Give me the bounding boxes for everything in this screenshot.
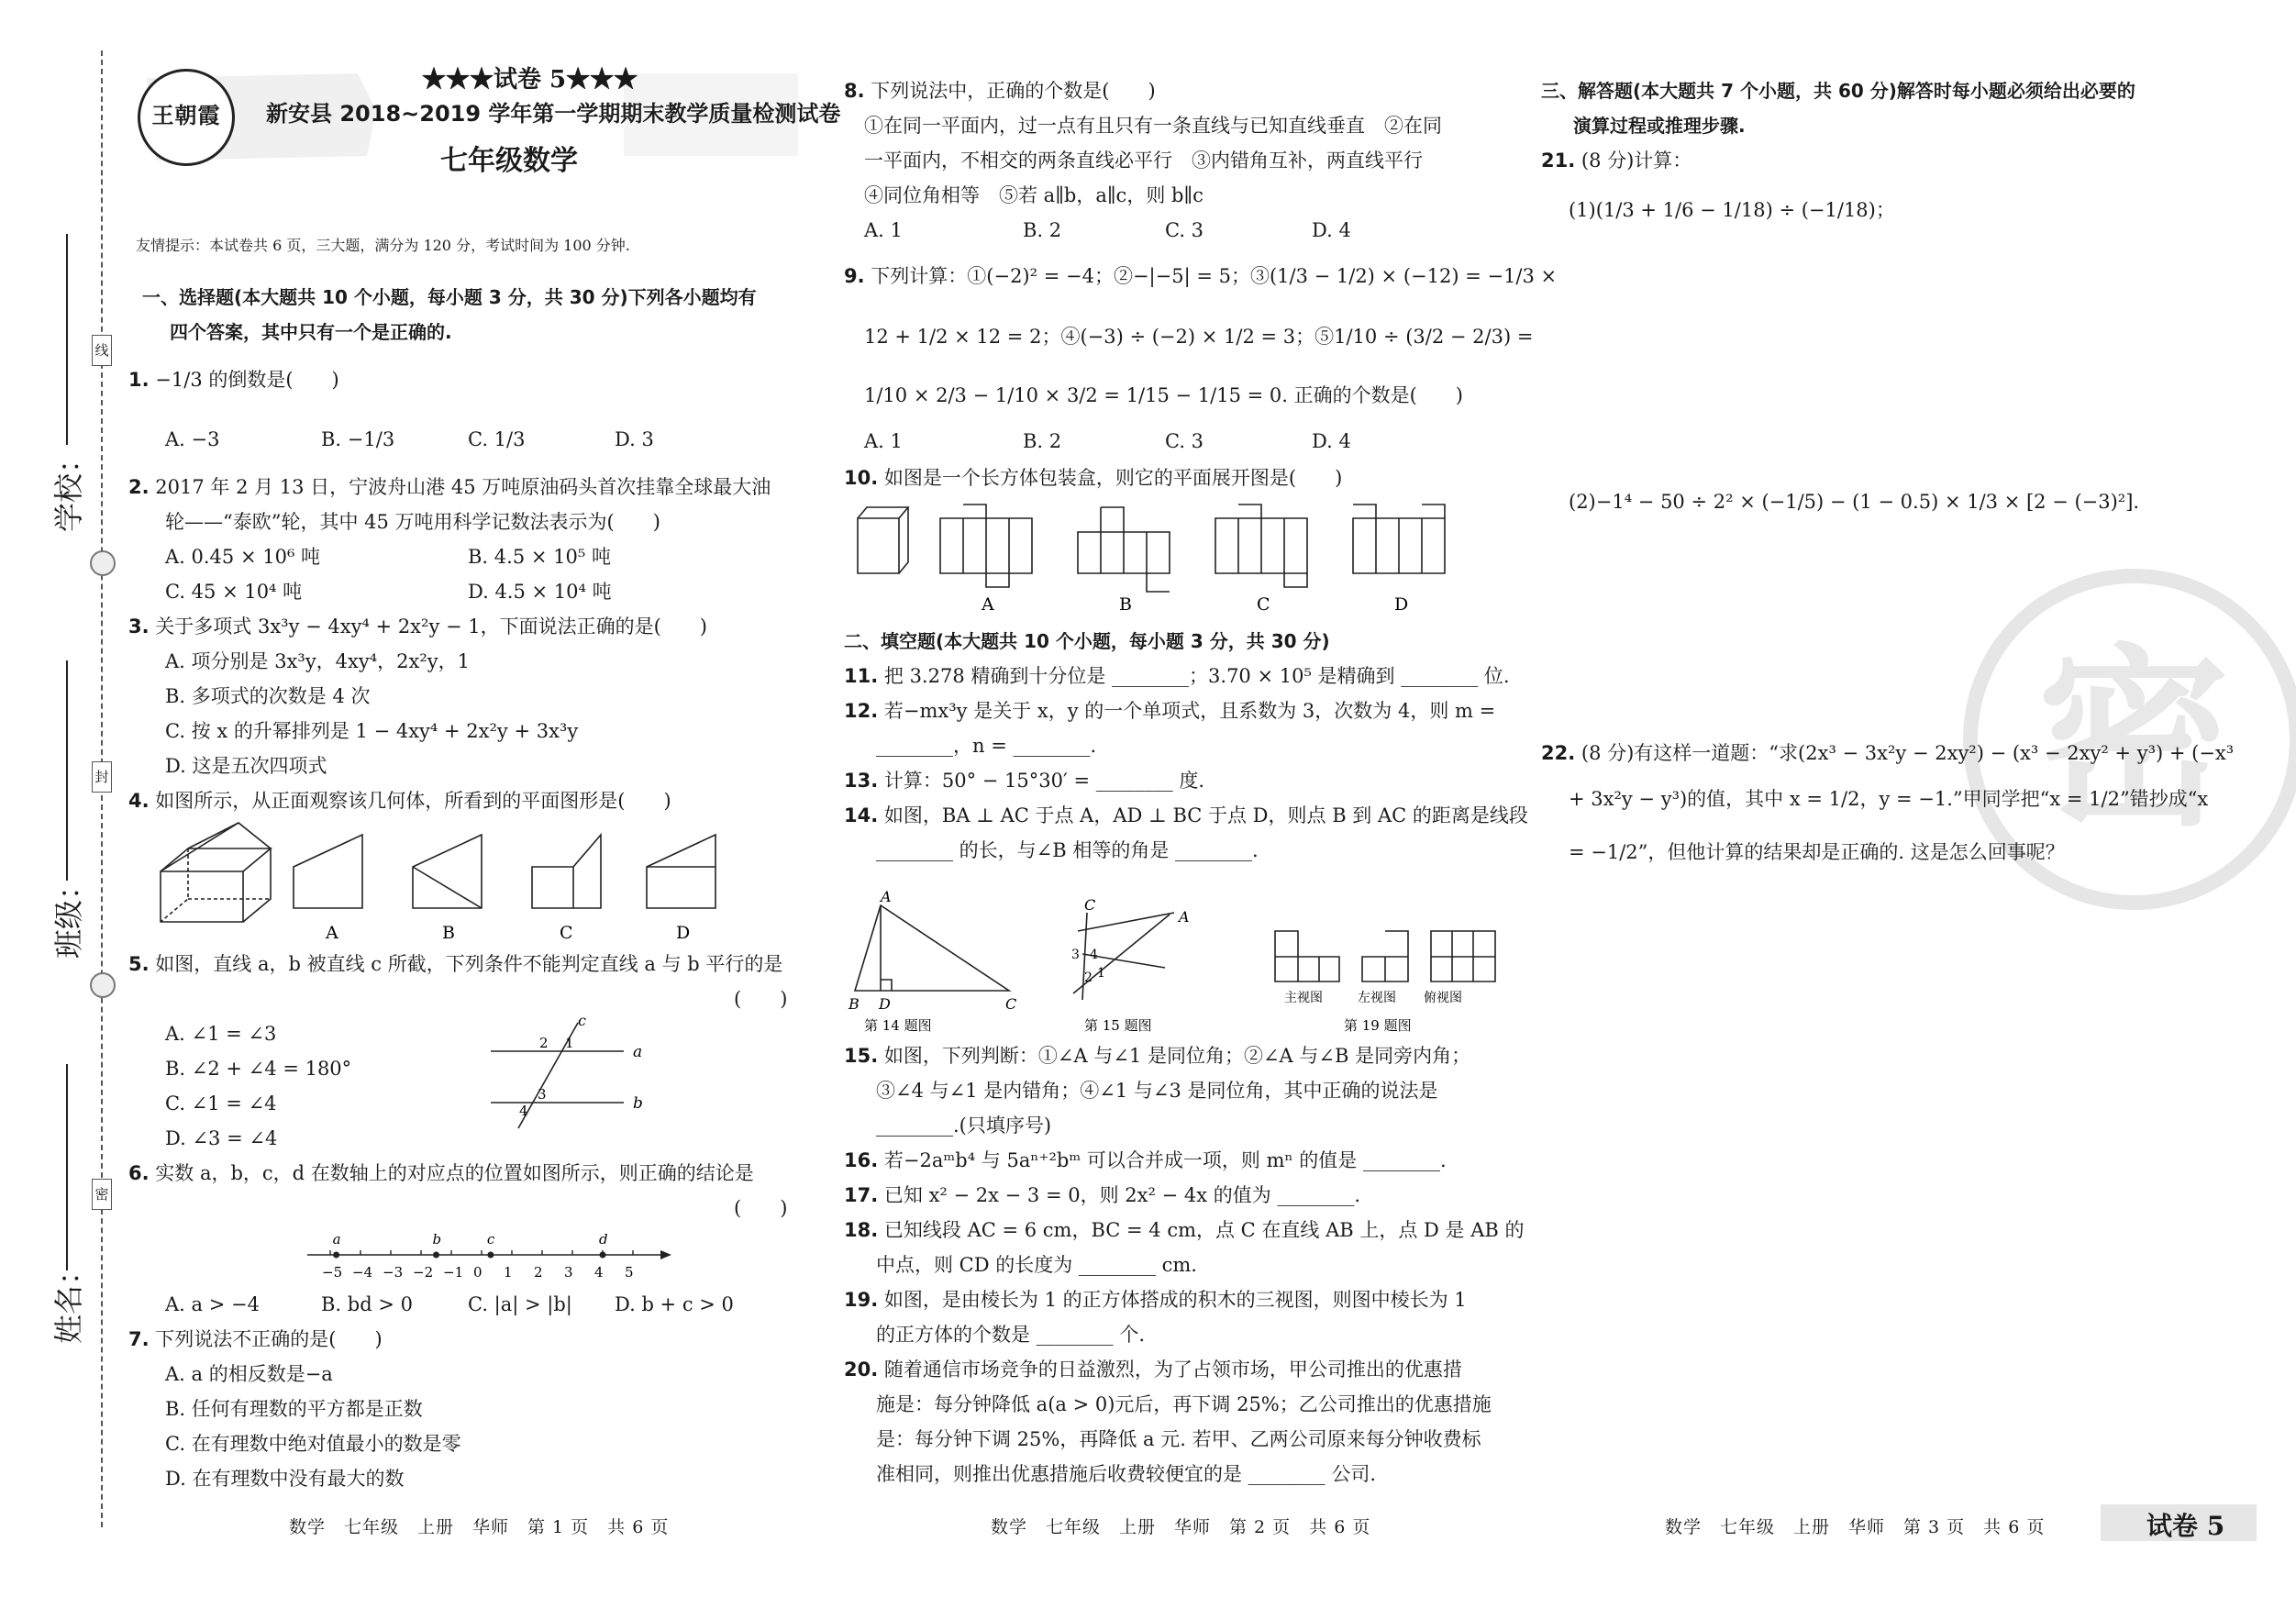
number-line-tick-label: −3 [383,1264,404,1281]
q4-label-a: A [326,923,338,943]
number-line-tick-label: −2 [413,1264,434,1281]
binding-hole [90,550,116,576]
footer-page-1: 数学 七年级 上册 华师 第 1 页 共 6 页 [289,1517,670,1537]
q9-option-c[interactable]: C. 3 [1165,430,1204,452]
q2-option-a[interactable]: A. 0.45 × 10⁶ 吨 [165,546,321,568]
fig14-label-d: D [879,995,891,1013]
q22-text-3: = −1/2”，但他计算的结果却是正确的. 这是怎么回事呢？ [1569,841,2065,863]
q2-option-d[interactable]: D. 4.5 × 10⁴ 吨 [468,581,612,603]
section-3-heading: 三、解答题(本大题共 7 个小题，共 60 分)解答时每小题必须给出必要的 [1541,80,2135,102]
q18-text-cont: 中点，则 CD 的长度为 ________ cm. [876,1254,1197,1276]
q21-part-2: (2)−1⁴ − 50 ÷ 2² × (−1/5) − (1 − 0.5) × 1/3 × [2 − (−3)²]. [1569,491,2140,513]
fig19-front-view: 主视图 [1284,991,1323,1005]
q8-statement-2: 一平面内，不相交的两条直线必平行 ③内错角互补，两直线平行 [864,150,1423,172]
fig15-caption: 第 15 题图 [1084,1017,1152,1034]
number-line-tick-label: 0 [473,1264,482,1281]
question-8: 8. 下列说法中，正确的个数是( ) [844,80,1156,102]
number-line-point-a [333,1252,339,1259]
question-6: 6. 实数 a，b，c，d 在数轴上的对应点的位置如图所示，则正确的结论是 [128,1162,754,1184]
q10-label-c: C [1257,594,1270,615]
q8-statement-1: ①在同一平面内，过一点有且只有一条直线与已知直线垂直 ②在同 [864,115,1442,137]
question-11: 11. 把 3.278 精确到十分位是 ________；3.70 × 10⁵ 是精确到 ________ 位. [844,665,1510,687]
section-2-heading: 二、填空题(本大题共 10 个小题，每小题 3 分，共 30 分) [844,630,1330,652]
q4-label-d: D [676,923,691,943]
q4-label-b: B [442,923,455,943]
number-line-point-d [600,1252,606,1259]
q10-label-a: A [982,594,994,615]
q6-option-c[interactable]: C. |a| > |b| [468,1293,572,1315]
class-fill-line [66,660,68,881]
number-line-point-label-d: d [599,1231,608,1248]
binding-mark-seal: 封 [92,761,112,793]
header [128,55,841,193]
number-line-tick-label: 2 [534,1264,543,1281]
q1-text: −1/3 的倒数是( ) [155,369,339,391]
question-7: 7. 下列说法不正确的是( ) [128,1328,383,1350]
question-13: 13. 计算：50° − 15°30′ = ________ 度. [844,770,1205,792]
fig15-label-3: 3 [1071,948,1080,962]
fig15-label-4: 4 [1090,948,1098,962]
q1-option-b[interactable]: B. −1/3 [321,428,395,450]
subject-title: 七年级数学 [440,145,578,177]
name-fill-line [66,1064,68,1270]
q4-figures [156,821,743,949]
q9-option-b[interactable]: B. 2 [1023,430,1062,452]
fig19-top-view: 俯视图 [1424,991,1462,1005]
fig15-label-a: A [1179,908,1190,926]
school-fill-line [66,234,68,445]
q6-option-d[interactable]: D. b + c > 0 [615,1293,734,1315]
question-12: 12. 若−mx³y 是关于 x，y 的一个单项式，且系数为 3，次数为 4，则 m = [844,700,1496,722]
question-18: 18. 已知线段 AC = 6 cm，BC = 4 cm，点 C 在直线 AB 上，点 D 是 AB 的 [844,1219,1525,1241]
number-line-point-label-a: a [332,1231,341,1248]
q8-option-b[interactable]: B. 2 [1023,219,1062,241]
question-21: 21. (8 分)计算： [1541,150,1692,172]
section-1-heading: 一、选择题(本大题共 10 个小题，每小题 3 分，共 30 分)下列各小题均有 [142,286,757,308]
q5-option-d[interactable]: D. ∠3 = ∠4 [165,1127,278,1149]
school-label: 学校： [51,443,86,532]
question-15: 15. 如图，下列判断：①∠A 与∠1 是同位角；②∠A 与∠B 是同旁内角； [844,1045,1471,1067]
q8-option-a[interactable]: A. 1 [864,219,903,241]
number-line-tick-label: −5 [322,1264,343,1281]
q19-text-cont: 的正方体的个数是 ________ 个. [876,1324,1146,1346]
number-line-tick-label: 4 [594,1264,604,1281]
q7-option-a[interactable]: A. a 的相反数是−a [165,1363,333,1385]
q7-option-b[interactable]: B. 任何有理数的平方都是正数 [165,1398,423,1420]
q5-label-2: 2 [539,1035,549,1051]
binding-mark-dense: 密 [92,1179,112,1210]
q9-text-3: 1/10 × 2/3 − 1/10 × 3/2 = 1/15 − 1/15 = 0. 正确的个数是( ) [864,384,1463,406]
q6-answer-paren[interactable]: ( ) [734,1197,788,1219]
q5-figure [486,1009,688,1137]
number-line-tick-label: 1 [504,1264,513,1281]
question-1: 1. −1/3 的倒数是( ) [128,369,339,391]
q5-answer-paren[interactable]: ( ) [734,988,788,1010]
fig14-caption: 第 14 题图 [864,1017,932,1034]
fig15-label-2: 2 [1084,970,1093,985]
number-line-point-c [487,1252,494,1259]
fig15-label-1: 1 [1097,966,1105,981]
q8-statement-3: ④同位角相等 ⑤若 a∥b，a∥c，则 b∥c [864,184,1203,206]
q2-option-c[interactable]: C. 45 × 10⁴ 吨 [165,581,303,603]
footer-page-3: 数学 七年级 上册 华师 第 3 页 共 6 页 [1665,1517,2046,1537]
q20-text-3: 是：每分钟下调 25%，再降低 a 元. 若甲、乙两公司原来每分钟收费标 [876,1428,1481,1450]
q8-option-c[interactable]: C. 3 [1165,219,1204,241]
q7-option-c[interactable]: C. 在有理数中绝对值最小的数是零 [165,1433,461,1455]
question-22: 22. (8 分)有这样一道题：“求(2x³ − 3x²y − 2xy²) − (x³ − 2xy² + y³) + (−x³ [1541,742,2235,764]
question-5: 5. 如图，直线 a，b 被直线 c 所截，下列条件不能判定直线 a 与 b 平行的是 [128,953,783,975]
question-9: 9. 下列计算：①(−2)² = −4；②−|−5| = 5；③(1/3 − 1/2) × (−12) = −1/3 × [844,265,1558,287]
question-20: 20. 随着通信市场竞争的日益激烈，为了占领市场，甲公司推出的优惠措 [844,1359,1462,1381]
q5-label-3: 3 [538,1086,547,1103]
q10-figures [853,500,1495,619]
q10-label-b: B [1119,594,1132,615]
q15-text-2: ③∠4 与∠1 是内错角；④∠1 与∠3 是同位角，其中正确的说法是 [876,1080,1438,1102]
question-16: 16. 若−2aᵐb⁴ 与 5aⁿ⁺²bᵐ 可以合并成一项，则 mⁿ 的值是 ________. [844,1149,1447,1171]
q2-option-b[interactable]: B. 4.5 × 10⁵ 吨 [468,546,611,568]
footer-badge-text: 试卷 5 [2146,1511,2225,1541]
logo-text: 王朝霞 [151,102,221,128]
footer-page-2: 数学 七年级 上册 华师 第 2 页 共 6 页 [991,1517,1371,1537]
q5-option-a[interactable]: A. ∠1 = ∠3 [165,1023,277,1045]
q12-text-cont: ________，n = ________. [876,735,1097,757]
q6-option-b[interactable]: B. bd > 0 [321,1293,413,1315]
fig19-caption: 第 19 题图 [1344,1017,1412,1034]
question-3: 3. 关于多项式 3x³y − 4xy⁴ + 2x²y − 1，下面说法正确的是( ) [128,616,707,638]
q1-option-c[interactable]: C. 1/3 [468,428,526,450]
q3-option-d[interactable]: D. 这是五次四项式 [165,755,327,777]
question-17: 17. 已知 x² − 2x − 3 = 0，则 2x² − 4x 的值为 ________. [844,1184,1361,1206]
q2-text-cont: 轮——“泰欧”轮，其中 45 万吨用科学记数法表示为( ) [165,511,660,533]
fig14-label-b: B [849,995,860,1013]
question-10: 10. 如图是一个长方体包装盒，则它的平面展开图是( ) [844,467,1343,489]
number-line-point-label-b: b [432,1231,442,1248]
fig14-label-c: C [1005,995,1017,1013]
class-label: 班级： [51,870,86,959]
q3-option-c[interactable]: C. 按 x 的升幂排列是 1 − 4xy⁴ + 2x²y + 3x³y [165,720,579,742]
number-line-tick-label: 3 [564,1264,573,1281]
q10-label-d: D [1394,594,1409,615]
q21-part-1: (1)(1/3 + 1/6 − 1/18) ÷ (−1/18)； [1569,199,1895,221]
q7-option-d[interactable]: D. 在有理数中没有最大的数 [165,1468,405,1490]
q8-option-d[interactable]: D. 4 [1312,219,1351,241]
q20-text-4: 准相同，则推出优惠措施后收费较便宜的是 ________ 公司. [876,1463,1377,1485]
number-line-tick-label: −4 [352,1264,373,1281]
q5-label-b: b [633,1094,643,1113]
q1-option-a[interactable]: A. −3 [165,428,220,450]
q9-option-d[interactable]: D. 4 [1312,430,1351,452]
q5-option-b[interactable]: B. ∠2 + ∠4 = 180° [165,1058,352,1080]
binding-hole [90,972,116,998]
q5-label-4: 4 [519,1103,528,1119]
q4-label-c: C [560,923,573,943]
q3-option-a[interactable]: A. 项分别是 3x³y，4xy⁴，2x²y，1 [165,650,471,672]
q20-text-2: 施是：每分钟降低 a(a > 0)元后，再下调 25%；乙公司推出的优惠措施 [876,1393,1492,1415]
question-4: 4. 如图所示，从正面观察该几何体，所看到的平面图形是( ) [128,790,671,812]
number-line-point-label-c: c [486,1231,495,1248]
q6-option-a[interactable]: A. a > −4 [165,1293,260,1315]
q9-option-a[interactable]: A. 1 [864,430,903,452]
q14-text-cont: ________ 的长，与∠B 相等的角是 ________. [876,839,1259,861]
q5-label-c: c [578,1012,586,1029]
number-line-tick-label: 5 [625,1264,634,1281]
question-14: 14. 如图，BA ⊥ AC 于点 A，AD ⊥ BC 于点 D，则点 B 到 AC 的距离是线段 [844,804,1528,826]
number-line-point-b [433,1252,439,1259]
q3-option-b[interactable]: B. 多项式的次数是 4 次 [165,685,371,707]
q5-label-a: a [633,1043,643,1061]
footer-badge [2101,1504,2257,1541]
fig15-label-c: C [1084,896,1096,914]
q22-text-2: + 3x²y − y³)的值，其中 x = 1/2，y = −1.”甲同学把“x = 1/2”错抄成“x [1569,788,2209,810]
logo-seal [138,69,235,166]
section-1-heading-cont: 四个答案，其中只有一个是正确的. [170,321,452,343]
paper-number: ★★★试卷 5★★★ [422,66,638,94]
name-label: 姓名： [51,1255,86,1344]
q6-number-line [303,1229,688,1293]
q5-option-c[interactable]: C. ∠1 = ∠4 [165,1092,277,1115]
fig19-left-view: 左视图 [1358,991,1396,1005]
binding-mark-line: 线 [92,335,112,366]
question-19: 19. 如图，是由棱长为 1 的正方体搭成的积木的三视图，则图中棱长为 1 [844,1289,1467,1311]
watermark-char: 密 [2036,626,2230,852]
q14-15-19-figures [844,885,1504,1037]
q9-text-2: 12 + 1/2 × 12 = 2；④(−3) ÷ (−2) × 1/2 = 3；⑤1/10 ÷ (3/2 − 2/3) = [864,326,1534,348]
number-line-tick-label: −1 [443,1264,464,1281]
q5-label-1: 1 [565,1035,574,1051]
exam-title: 新安县 2018~2019 学年第一学期期末教学质量检测试卷 [266,101,841,127]
exam-tip: 友情提示：本试卷共 6 页，三大题，满分为 120 分，考试时间为 100 分钟. [136,237,630,254]
section-3-heading-cont: 演算过程或推理步骤. [1573,115,1746,137]
q15-text-3: ________.(只填序号) [876,1115,1052,1137]
question-2: 2. 2017 年 2 月 13 日，宁波舟山港 45 万吨原油码头首次挂靠全球最大油 [128,476,771,498]
fig14-label-a: A [881,888,892,905]
q1-option-d[interactable]: D. 3 [615,428,654,450]
